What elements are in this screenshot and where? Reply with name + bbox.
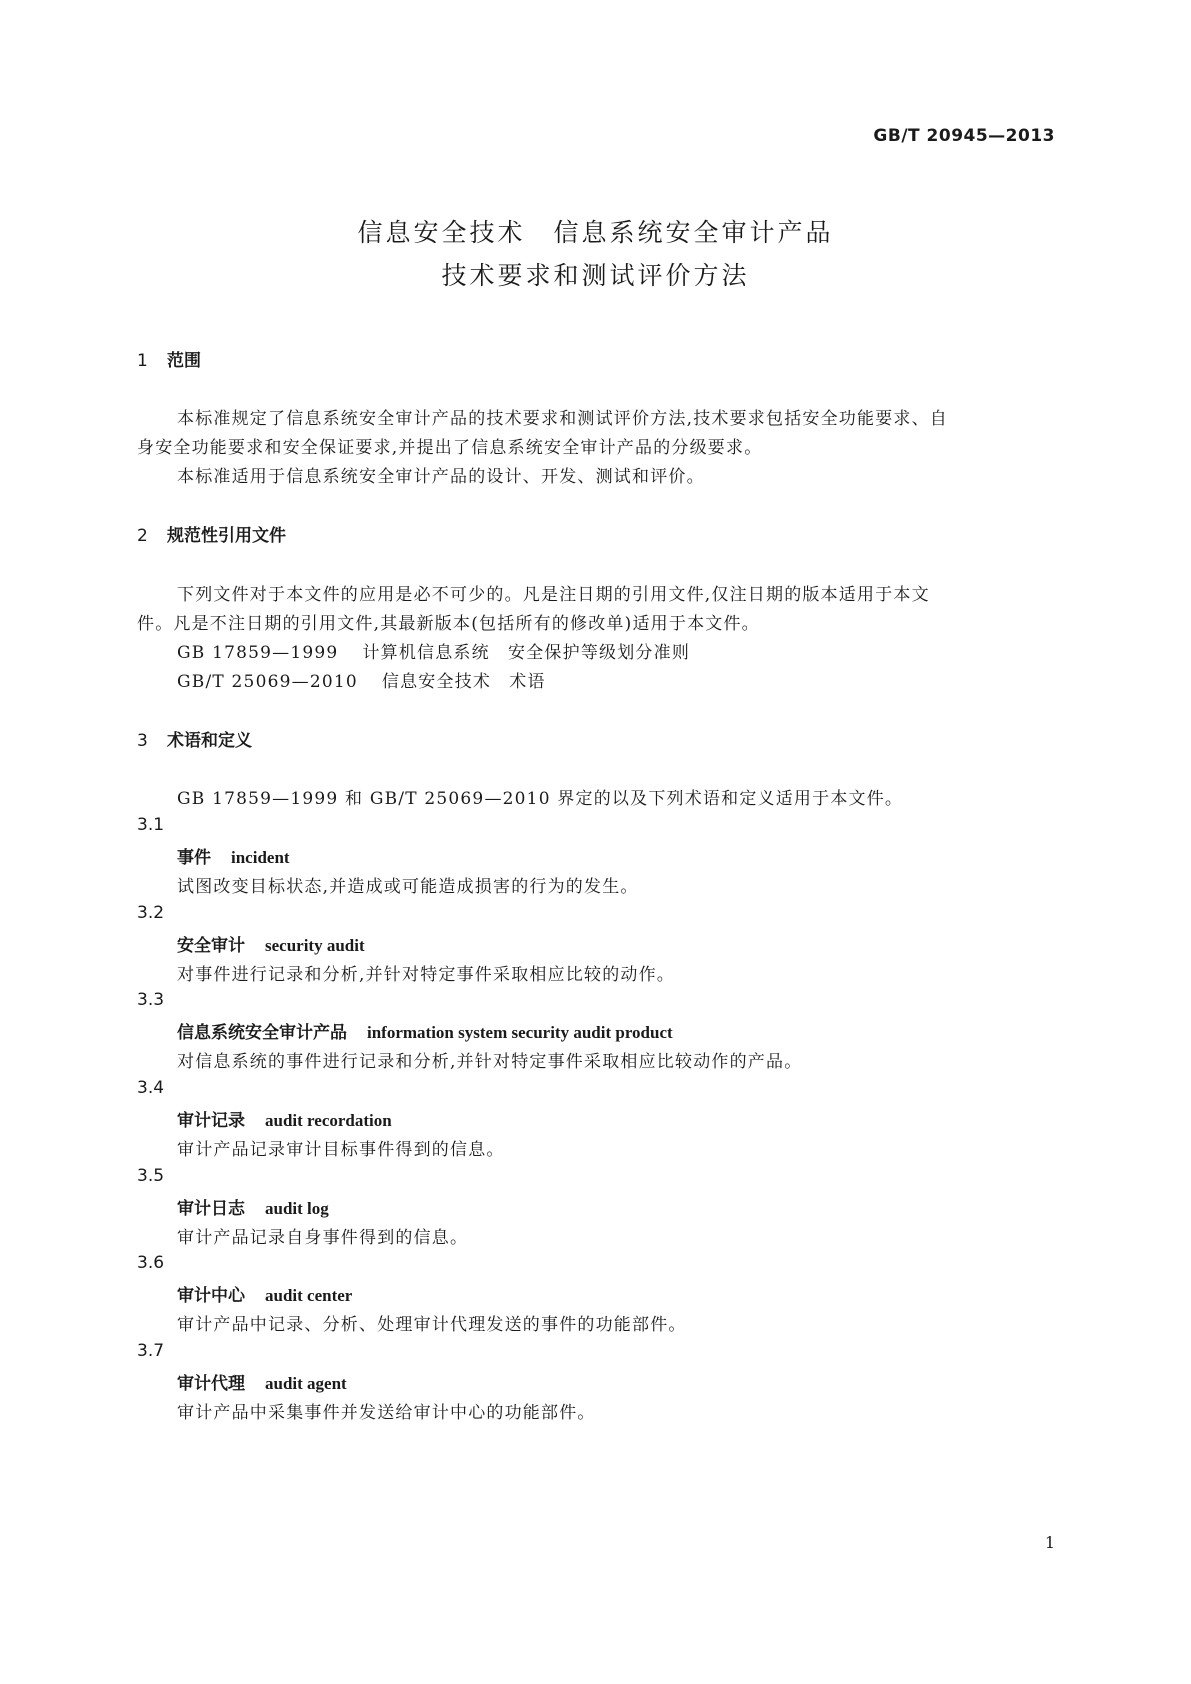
paragraph-line: 件。凡是不注日期的引用文件,其最新版本(包括所有的修改单)适用于本文件。 xyxy=(137,614,760,634)
term-entry xyxy=(177,1194,329,1219)
term-number: 3.3 xyxy=(137,990,165,1010)
term-zh: 信息系统安全审计产品 xyxy=(177,1023,347,1043)
page-number: 1 xyxy=(1044,1533,1055,1552)
term-en: audit log xyxy=(265,1199,329,1218)
section-heading-terms-and-definitions xyxy=(137,726,252,751)
section-title: 规范性引用文件 xyxy=(167,526,286,546)
section-number: 2 xyxy=(137,526,148,546)
section-number: 1 xyxy=(137,351,148,371)
reference-item xyxy=(177,667,546,692)
term-entry xyxy=(177,1281,352,1306)
section-title: 范围 xyxy=(167,351,201,371)
reference-title: 计算机信息系统 安全保护等级划分准则 xyxy=(362,643,691,663)
reference-code: GB/T 25069—2010 xyxy=(177,672,358,692)
term-en: audit recordation xyxy=(265,1111,392,1130)
reference-code: GB 17859—1999 xyxy=(177,643,339,663)
term-zh: 安全审计 xyxy=(177,936,245,956)
term-zh: 审计日志 xyxy=(177,1199,245,1219)
term-number: 3.5 xyxy=(137,1166,165,1186)
term-en: audit agent xyxy=(265,1374,347,1393)
section-title: 术语和定义 xyxy=(167,731,252,751)
reference-item xyxy=(177,638,690,663)
section-heading-normative-references xyxy=(137,521,286,546)
term-entry xyxy=(177,1369,347,1394)
term-number: 3.4 xyxy=(137,1078,165,1098)
term-zh: 审计中心 xyxy=(177,1286,245,1306)
term-en: security audit xyxy=(265,936,365,955)
section-heading-scope xyxy=(137,346,201,371)
reference-title: 信息安全技术 术语 xyxy=(381,672,546,692)
term-definition: 审计产品中采集事件并发送给审计中心的功能部件。 xyxy=(177,1403,596,1423)
term-zh: 审计记录 xyxy=(177,1111,245,1131)
term-definition: 对信息系统的事件进行记录和分析,并针对特定事件采取相应比较动作的产品。 xyxy=(177,1052,803,1072)
term-en: audit center xyxy=(265,1286,353,1305)
paragraph-line: 本标准规定了信息系统安全审计产品的技术要求和测试评价方法,技术要求包括安全功能要求、自 xyxy=(177,409,949,429)
term-definition: 审计产品记录自身事件得到的信息。 xyxy=(177,1228,469,1248)
document-title-line-1: 信息安全技术 信息系统安全审计产品 xyxy=(357,218,834,247)
term-en: incident xyxy=(231,848,290,867)
term-entry xyxy=(177,1106,392,1131)
term-definition: 试图改变目标状态,并造成或可能造成损害的行为的发生。 xyxy=(177,877,639,897)
term-en: information system security audit product xyxy=(367,1023,673,1042)
term-definition: 审计产品记录审计目标事件得到的信息。 xyxy=(177,1140,505,1160)
term-number: 3.1 xyxy=(137,815,165,835)
document-title-line-2: 技术要求和测试评价方法 xyxy=(441,261,750,290)
term-entry xyxy=(177,843,290,868)
term-number: 3.6 xyxy=(137,1253,165,1273)
section-number: 3 xyxy=(137,731,148,751)
term-number: 3.7 xyxy=(137,1341,165,1361)
term-entry xyxy=(177,931,365,956)
term-definition: 对事件进行记录和分析,并针对特定事件采取相应比较的动作。 xyxy=(177,965,676,985)
paragraph-line: 本标准适用于信息系统安全审计产品的设计、开发、测试和评价。 xyxy=(177,467,705,487)
term-zh: 审计代理 xyxy=(177,1374,245,1394)
standard-code: GB/T 20945—2013 xyxy=(873,126,1055,146)
term-definition: 审计产品中记录、分析、处理审计代理发送的事件的功能部件。 xyxy=(177,1315,687,1335)
paragraph-line: 身安全功能要求和安全保证要求,并提出了信息系统安全审计产品的分级要求。 xyxy=(137,438,763,458)
term-number: 3.2 xyxy=(137,903,165,923)
terms-intro: GB 17859—1999 和 GB/T 25069—2010 界定的以及下列术语和定义适用于本文件。 xyxy=(177,789,904,809)
paragraph-line: 下列文件对于本文件的应用是必不可少的。凡是注日期的引用文件,仅注日期的版本适用于本文 xyxy=(177,585,930,605)
term-zh: 事件 xyxy=(177,848,211,868)
term-entry xyxy=(177,1018,673,1043)
